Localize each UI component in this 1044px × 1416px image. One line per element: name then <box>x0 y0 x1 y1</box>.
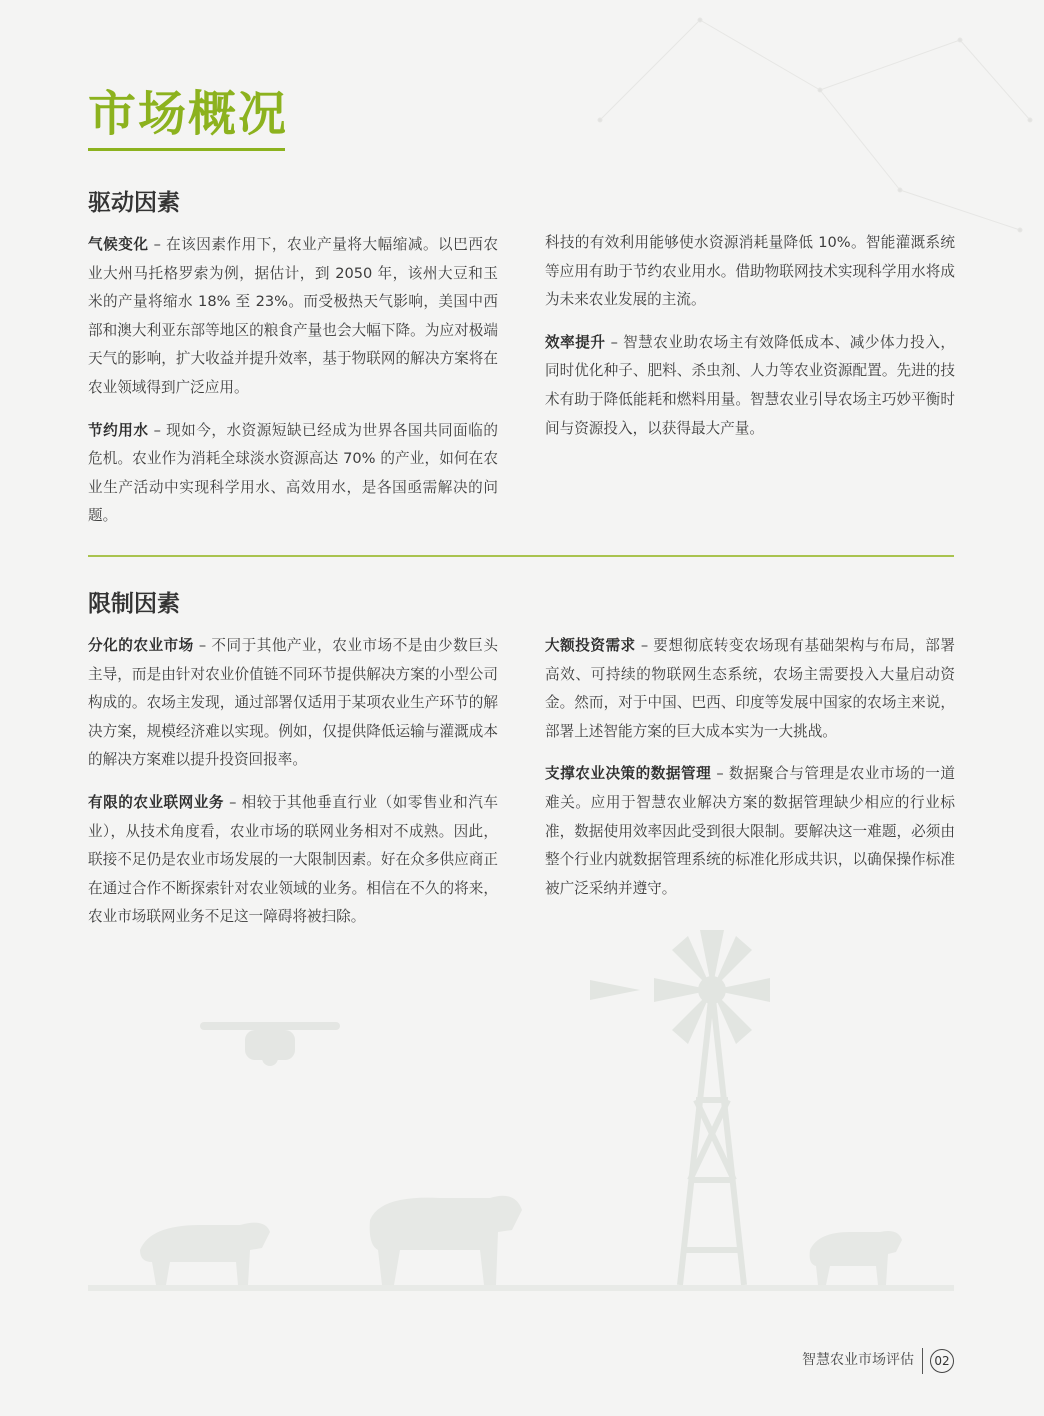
drivers-right-column <box>545 229 955 457</box>
paragraph-data-management: 支撑农业决策的数据管理 – 数据聚合与管理是农业市场的一道难关。应用于智慧农业解决方案的数据管理缺少相应的行业标准，数据使用效率因此受到很大限制。要解决这一难题，必须由整个行业内就数据管理系统的标准化形成共识，以确保操作标准被广泛采纳并遵守。 <box>545 765 955 897</box>
title-underline <box>88 148 285 151</box>
text-efficiency: 智慧农业助农场主有效降低成本、减少体力投入，同时优化种子、肥料、杀虫剂、人力等农业资源配置。先进的技术有助于降低能耗和燃料用量。智慧农业引导农场主巧妙平衡时间与资源投入，以获得最大产量。 <box>545 333 955 437</box>
term-fragmented-market: 分化的农业市场 <box>88 637 194 654</box>
windmill-blades <box>590 930 770 1044</box>
constraints-heading: 限制因素 <box>88 591 180 617</box>
text-fragmented-market: 不同于其他产业，农业市场不是由少数巨头主导，而是由针对农业价值链不同环节提供解决方案的小型公司构成的。农场主发现，通过部署仅适用于某项农业生产环节的解决方案，规模经济难以实现。例如，仅提供降低运输与灌溉成本的解决方案难以提升投资回报率。 <box>88 637 498 769</box>
text-water: 现如今，水资源短缺已经成为世界各国共同面临的危机。农业作为消耗全球淡水资源高达 70% 的产业，如何在农业生产活动中实现科学用水、高效用水，是各国亟需解决的问题。 <box>88 421 498 525</box>
paragraph-limited-connectivity: 有限的农业联网业务 – 相较于其他垂直行业（如零售业和汽车业），从技术角度看，农业市场的联网业务相对不成熟。因此，联接不足仍是农业市场发展的一大限制因素。好在众多供应商正在通过合作不断探索针对农业领域的业务。相信在不久的将来，农业市场联网业务不足这一障碍将被扫除。 <box>88 793 498 926</box>
constraints-right-column <box>545 632 955 917</box>
constraints-left-column <box>88 632 498 946</box>
text-climate: 在该因素作用下，农业产量将大幅缩减。以巴西农业大州马托格罗索为例，据估计，到 2050 年，该州大豆和玉米的产量将缩水 18% 至 23%。而受极热天气影响，美国中西部和澳大利亚东部等地区的粮食产量也会大幅下降。为应对极端天气的影响，扩大收益并提升效率，基于物联网的解决方案将在农业领域得到广泛应用。 <box>88 236 498 396</box>
text-investment: 要想彻底转变农场现有基础架构与布局，部署高效、可持续的物联网生态系统，农场主需要投入大量启动资金。然而，对于中国、巴西、印度等发展中国家的农场主来说，部署上述智能方案的巨大成本实为一大挑战。 <box>545 637 955 740</box>
page-title: 市场概况 <box>88 86 289 142</box>
term-efficiency: 效率提升 <box>545 333 606 351</box>
section-divider <box>88 555 954 557</box>
paragraph-water-cont <box>545 229 955 315</box>
cow-illustration <box>140 1196 902 1285</box>
term-climate: 气候变化 <box>88 236 149 253</box>
paragraph-efficiency: 效率提升 – 智慧农业助农场主有效降低成本、减少体力投入，同时优化种子、肥料、杀虫剂、人力等农业资源配置。先进的技术有助于降低能耗和燃料用量。智慧农业引导农场主巧妙平衡时间与资源投入，以获得最大产量。 <box>545 333 955 437</box>
drone-illustration <box>200 1022 340 1066</box>
drivers-heading: 驱动因素 <box>88 190 180 216</box>
text-limited-connectivity: 相较于其他垂直行业（如零售业和汽车业），从技术角度看，农业市场的联网业务相对不成熟。因此，联接不足仍是农业市场发展的一大限制因素。好在众多供应商正在通过合作不断探索针对农业领域的业务。相信在不久的将来，农业市场联网业务不足这一障碍将被扫除。 <box>88 793 498 926</box>
term-investment: 大额投资需求 <box>545 637 636 654</box>
footer-separator <box>922 1348 923 1374</box>
paragraph-investment: 大额投资需求 – 要想彻底转变农场现有基础架构与布局，部署高效、可持续的物联网生态系统，农场主需要投入大量启动资金。然而，对于中国、巴西、印度等发展中国家的农场主来说，部署上述智能方案的巨大成本实为一大挑战。 <box>545 637 955 740</box>
term-data-management: 支撑农业决策的数据管理 <box>545 765 712 783</box>
term-water: 节约用水 <box>88 421 149 439</box>
paragraph-climate: 气候变化 – 在该因素作用下，农业产量将大幅缩减。以巴西农业大州马托格罗索为例，据估计，到 2050 年，该州大豆和玉米的产量将缩水 18% 至 23%。而受极热天气影响，美国中西部和澳大利亚东部等地区的粮食产量也会大幅下降。为应对极端天气的影响，扩大收益并提升效率，基于物联网的解决方案将在农业领域得到广泛应用。 <box>88 236 498 396</box>
paragraph-fragmented-market: 分化的农业市场 – 不同于其他产业，农业市场不是由少数巨头主导，而是由针对农业价值链不同环节提供解决方案的小型公司构成的。农场主发现，通过部署仅适用于某项农业生产环节的解决方案，规模经济难以实现。例如，仅提供降低运输与灌溉成本的解决方案难以提升投资回报率。 <box>88 637 498 769</box>
paragraph-water: 节约用水 – 现如今，水资源短缺已经成为世界各国共同面临的危机。农业作为消耗全球淡水资源高达 70% 的产业，如何在农业生产活动中实现科学用水、高效用水，是各国亟需解决的问题。 <box>88 421 498 525</box>
text-water-cont: 科技的有效利用能够使水资源消耗量降低 10%。智能灌溉系统等应用有助于节约农业用水。借助物联网技术实现科学用水将成为未来农业发展的主流。 <box>545 234 955 309</box>
page-number: 02 <box>930 1349 954 1373</box>
drivers-left-column <box>88 231 498 545</box>
text-data-management: 数据聚合与管理是农业市场的一道难关。应用于智慧农业解决方案的数据管理缺少相应的行业标准，数据使用效率因此受到很大限制。要解决这一难题，必须由整个行业内就数据管理系统的标准化形成共识，以确保操作标准被广泛采纳并遵守。 <box>545 765 955 897</box>
ground-line <box>88 1285 954 1291</box>
network-pattern <box>598 18 1032 232</box>
term-limited-connectivity: 有限的农业联网业务 <box>88 793 224 811</box>
footer-label: 智慧农业市场评估 <box>802 1352 914 1368</box>
